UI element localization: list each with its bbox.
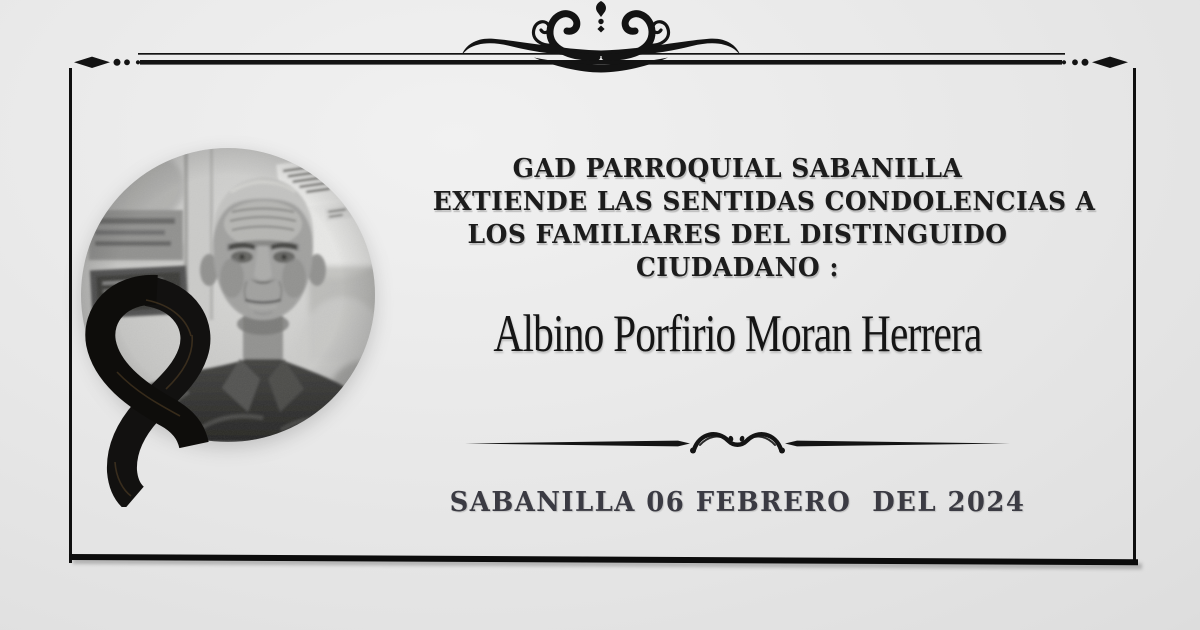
header-line-1: GAD PARROQUIAL SABANILLA [512,154,963,184]
top-flourish-ornament-icon [0,0,1200,80]
deceased-name: Albino Porfirio Moran Herrera [493,305,982,363]
mourning-ribbon-icon [80,271,226,507]
condolence-header [420,153,1096,285]
header-line-4: CIUDADANO : [635,253,840,283]
swash-divider-icon [455,424,1020,464]
date-line: SABANILLA 06 FEBRERO DEL 2024 [449,487,1026,518]
header-line-3: LOS FAMILIARES DEL DISTINGUIDO [467,220,1008,250]
frame-bottom-border [69,554,1138,565]
header-line-2: EXTIENDE LAS SENTIDAS CONDOLENCIAS A [432,187,1096,217]
frame-left-border [69,68,72,563]
frame-right-border [1133,68,1136,563]
